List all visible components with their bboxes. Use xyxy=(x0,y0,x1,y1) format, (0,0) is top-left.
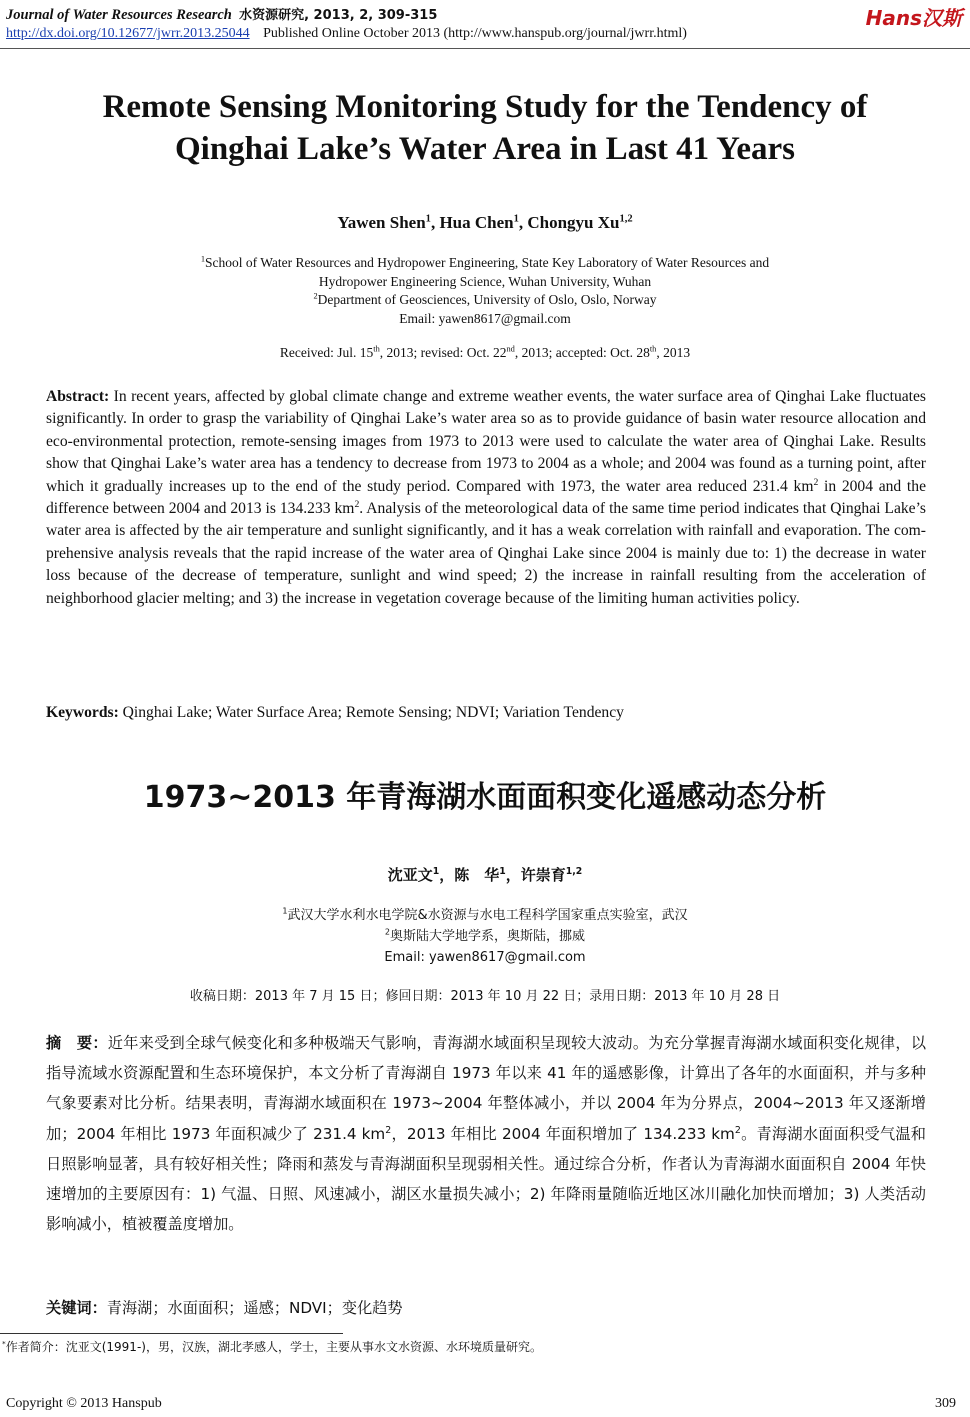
author-name: Chongyu Xu xyxy=(527,213,620,232)
affiliation-cn-1 xyxy=(20,905,950,926)
title-en-line-2: Qinghai Lake’s Water Area in Last 41 Years xyxy=(174,131,795,167)
received-date: Received: Jul. 15 xyxy=(279,345,374,360)
page-number: 309 xyxy=(935,1396,956,1411)
accepted-date: , 2013; accepted: Oct. 28 xyxy=(514,345,650,360)
km2-sup: 2 xyxy=(734,1124,741,1136)
author-affil-sup: 1 xyxy=(432,866,440,877)
email-cn: Email: yawen8617@gmail.com xyxy=(384,950,586,965)
author-sep: , xyxy=(430,213,440,232)
doi-line xyxy=(6,26,687,42)
keywords-cn-label: 关键词： xyxy=(46,1299,107,1317)
copyright: Copyright © 2013 Hanspub xyxy=(6,1396,162,1411)
journal-header xyxy=(6,4,437,24)
date-sup: th xyxy=(373,344,380,354)
abstract-label: Abstract: xyxy=(46,388,110,405)
km2-sup: 2 xyxy=(813,476,819,488)
affil-num: 1 xyxy=(282,906,288,916)
affiliation-cn-2 xyxy=(20,926,950,947)
paper-title-en xyxy=(20,86,950,170)
keywords-en xyxy=(46,704,926,722)
keywords-cn-text: 青海湖；水面面积；遥感；NDVI；变化趋势 xyxy=(106,1299,403,1317)
abstract-cn-text-2: ，2013 年相比 2004 年面积增加了 134.233 km xyxy=(391,1124,735,1143)
author-sep: ， xyxy=(505,866,521,884)
email-en: Email: yawen8617@gmail.com xyxy=(399,310,571,326)
affil-2-text: Department of Geosciences, University of Oslo, Oslo, Norway xyxy=(317,292,657,307)
authors-en xyxy=(20,213,950,233)
affiliation-2 xyxy=(20,291,950,310)
footnote-mark: * xyxy=(2,1339,6,1348)
published-online: Published Online October 2013 (http://www.hanspub.org/journal/jwrr.html) xyxy=(263,26,687,41)
affil-1-line-2: Hydropower Engineering Science, Wuhan University, Wuhan xyxy=(318,273,652,289)
author-affil-sup: 1 xyxy=(513,213,519,225)
author-name: 陈 华 xyxy=(454,866,500,884)
abstract-text-1: In recent years, affected by global climate change and extreme weather events, the water surface area of Qinghai Lake fluctuates significantly. In order to grasp the variability of Qinghai Lake’s water area so as to provide guidance of basin water resource allocation and eco-environmental protection, remote-sensing images from 1973 to 2013 were used to calculate the water area of Qinghai Lake. Results show that Qinghai Lake’s water area has a tendency to decrease from 1973 to 2004 as a whole; and 2004 was found as a turning point, after which it gradually increases up to the end of the study period. Compared with 1973, the water area reduced 231.4 km xyxy=(46,388,926,495)
author-name: Yawen Shen xyxy=(337,213,426,232)
affiliation-1 xyxy=(20,254,950,273)
title-en-line-1: Remote Sensing Monitoring Study for the Tendency of xyxy=(102,89,868,125)
dates-cn: 收稿日期：2013 年 7 月 15 日；修回日期：2013 年 10 月 22 日；录用日期：2013 年 10 月 28 日 xyxy=(189,989,781,1004)
author-affil-sup: 1 xyxy=(499,866,506,877)
abstract-cn xyxy=(46,1028,926,1239)
paper-title-cn: 1973~2013 年青海湖水面面积变化遥感动态分析 xyxy=(143,780,827,815)
keywords-label: Keywords: xyxy=(46,704,119,721)
date-sup: th xyxy=(649,344,657,354)
dates-en xyxy=(20,345,950,361)
author-name: 沈亚文 xyxy=(387,866,433,884)
author-name: Hua Chen xyxy=(439,213,514,232)
abstract-text-3: . Analysis of the meteorological data of the same time period indicates that Qinghai Lake’s water area is affected by the air temperature and sunlight significantly, and it has a weak correlation with rainfall and evaporation. The comprehensive analysis reveals that the rapid increase of the water area of Qinghai Lake since 2004 is mainly due to: 1) the decrease in water loss because of the decrease of temperature, sunlight and wind speed; 2) the increase in rainfall resulting from the acceleration of neighborhood glacier melting; and 3) the increase in vegetation coverage because of the limiting human activities policy. xyxy=(46,500,926,607)
footnote-text: 作者简介：沈亚文(1991-)，男，汉族，湖北孝感人，学士，主要从事水文水资源、水环境质量研究。 xyxy=(5,1340,542,1354)
affil-num: 2 xyxy=(384,927,391,937)
author-sep: ， xyxy=(439,866,455,884)
author-affil-sup: 1,2 xyxy=(565,866,583,877)
km2-sup: 2 xyxy=(354,498,360,510)
author-sep: , xyxy=(518,213,528,232)
abstract-cn-text-1: 近年来受到全球气候变化和多种极端天气影响，青海湖水域面积呈现较大波动。为充分掌握青海湖水域面积变化规律，以指导流域水资源配置和生态环境保护，本文分析了青海湖自 1973 年以来 41 年的遥感影像，计算出了各年的水面面积，并与多种气象要素对比分析。结果表明，青海湖水域面积在 1973~2004 年整体减小，并以 2004 年为分界点，2004~2013 年又逐渐增加；2004 年相比 1973 年面积减少了 231.4 km xyxy=(46,1034,927,1143)
journal-cn-info: 水资源研究, 2013, 2, 309-315 xyxy=(239,8,438,23)
affil-num: 2 xyxy=(313,291,318,301)
affiliations-cn xyxy=(20,905,950,968)
date-sup: nd xyxy=(506,344,515,354)
abstract-cn-label: 摘 要： xyxy=(46,1034,108,1052)
hans-logo: Hans汉斯 xyxy=(865,6,962,30)
author-affil-sup: 1 xyxy=(425,213,431,225)
journal-name-en: Journal of Water Resources Research xyxy=(6,7,232,23)
keywords-text: Qinghai Lake; Water Surface Area; Remote Sensing; NDVI; Variation Tendency xyxy=(118,704,624,721)
author-footnote xyxy=(2,1338,542,1355)
author-name: 许崇育 xyxy=(520,866,566,884)
footnote-divider xyxy=(0,1333,343,1334)
keywords-cn xyxy=(46,1297,926,1318)
affil-1-line-1: School of Water Resources and Hydropower Engineering, State Key Laboratory of Water Resources and xyxy=(205,255,770,270)
author-affil-sup: 1,2 xyxy=(619,213,633,225)
affil-cn-1-text: 武汉大学水利水电学院&水资源与水电工程科学国家重点实验室，武汉 xyxy=(287,908,688,923)
km2-sup: 2 xyxy=(385,1124,392,1136)
abstract-en xyxy=(46,386,926,610)
revised-date: , 2013; revised: Oct. 22 xyxy=(379,345,507,360)
abstract-cn-text-3: 。青海湖水面面积受气温和日照影响显著，具有较好相关性；降雨和蒸发与青海湖面积呈现弱相关性。通过综合分析，作者认为青海湖水面面积自 2004 年快速增加的主要原因有：1) 气温、日照、风速减小，湖区水量损失减小；2) 年降雨量随临近地区冰川融化加快而增加；3) 人类活动影响减小，植被覆盖度增加。 xyxy=(46,1124,926,1234)
affil-num: 1 xyxy=(200,254,206,264)
affiliations-en xyxy=(20,254,950,328)
doi-link[interactable]: http://dx.doi.org/10.12677/jwrr.2013.25044 xyxy=(6,26,250,41)
affil-cn-2-text: 奥斯陆大学地学系，奥斯陆，挪威 xyxy=(390,929,586,944)
header-divider xyxy=(0,48,970,49)
abstract-text-2: in 2004 and the difference between 2004 and 2013 is 134.233 km xyxy=(46,477,926,518)
authors-cn xyxy=(20,864,950,885)
date-tail: , 2013 xyxy=(656,345,691,360)
